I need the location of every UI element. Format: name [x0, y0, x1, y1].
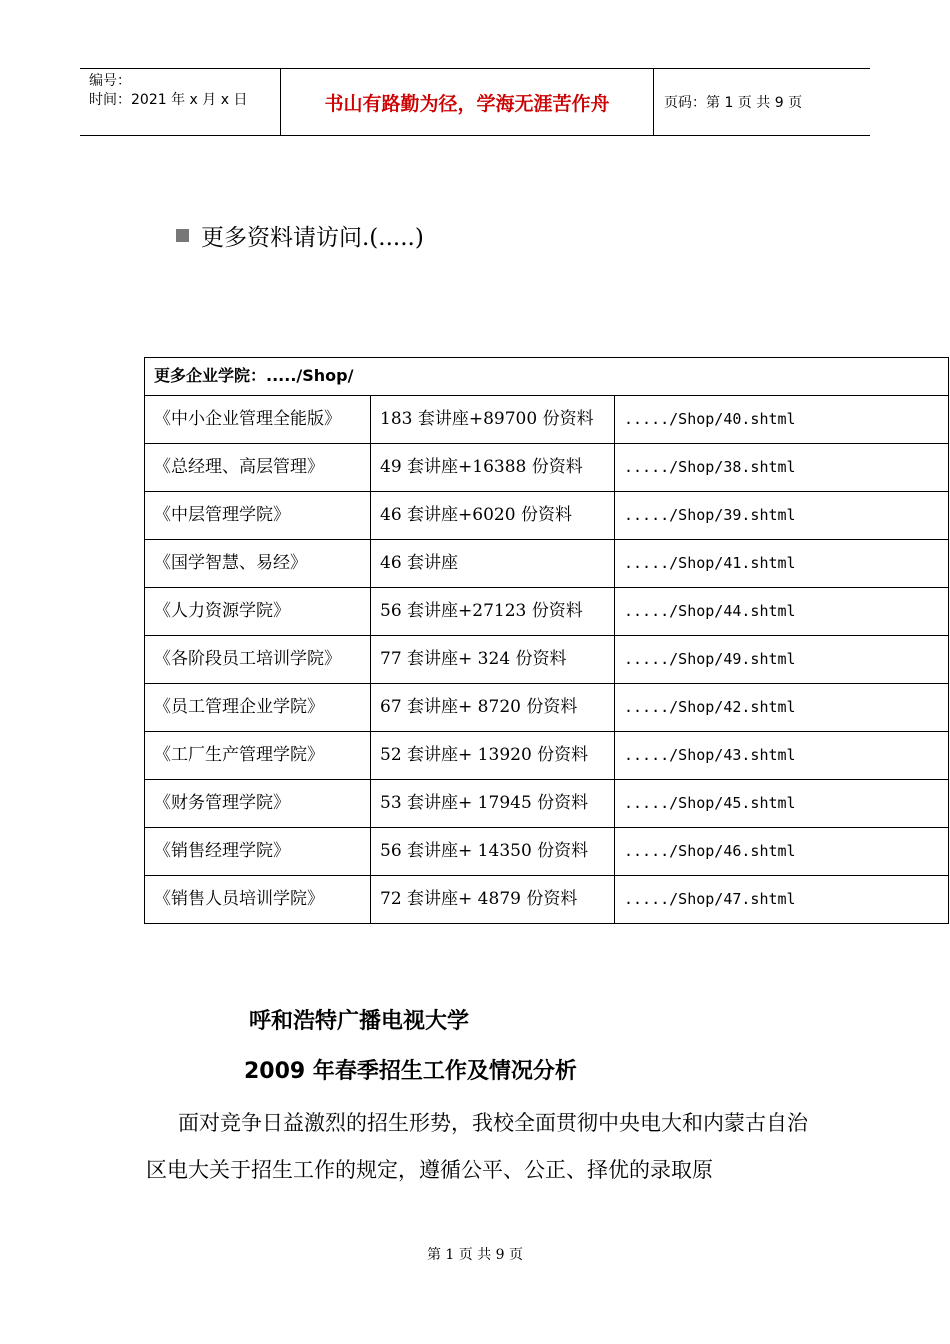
course-content-cell: 52 套讲座+ 13920 份资料: [371, 732, 615, 780]
course-url-cell[interactable]: ...../Shop/45.shtml: [615, 780, 949, 828]
header-motto: 书山有路勤为径，学海无涯苦作舟: [281, 69, 654, 135]
doc-title-line-1: 呼和浩特广播电视大学: [249, 1009, 470, 1034]
course-url-cell[interactable]: ...../Shop/42.shtml: [615, 684, 949, 732]
header-meta: [80, 69, 281, 135]
square-bullet-icon: [176, 229, 189, 242]
course-url-cell[interactable]: ...../Shop/43.shtml: [615, 732, 949, 780]
course-url-cell[interactable]: ...../Shop/41.shtml: [615, 540, 949, 588]
course-content-cell: 46 套讲座+6020 份资料: [371, 492, 615, 540]
table-row: [145, 780, 949, 828]
course-url-cell[interactable]: ...../Shop/44.shtml: [615, 588, 949, 636]
table-row: [145, 444, 949, 492]
number-label: 编号：: [89, 73, 131, 89]
course-content-cell: 56 套讲座+27123 份资料: [371, 588, 615, 636]
table-row: [145, 396, 949, 444]
header-page-info: 页码：第 1 页 共 9 页: [664, 95, 803, 111]
page-header: [80, 68, 870, 136]
table-row: [145, 684, 949, 732]
course-url-cell[interactable]: ...../Shop/49.shtml: [615, 636, 949, 684]
course-name-cell: 《销售经理学院》: [145, 828, 371, 876]
course-name-cell: 《各阶段员工培训学院》: [145, 636, 371, 684]
table-row: [145, 732, 949, 780]
course-name-cell: 《工厂生产管理学院》: [145, 732, 371, 780]
course-name-cell: 《财务管理学院》: [145, 780, 371, 828]
visit-text[interactable]: 更多资料请访问.(.....): [201, 225, 424, 251]
course-name-cell: 《员工管理企业学院》: [145, 684, 371, 732]
course-content-cell: 56 套讲座+ 14350 份资料: [371, 828, 615, 876]
table-row: [145, 588, 949, 636]
course-content-cell: 46 套讲座: [371, 540, 615, 588]
course-content-cell: 183 套讲座+89700 份资料: [371, 396, 615, 444]
course-name-cell: 《中层管理学院》: [145, 492, 371, 540]
course-url-cell[interactable]: ...../Shop/47.shtml: [615, 876, 949, 924]
course-content-cell: 77 套讲座+ 324 份资料: [371, 636, 615, 684]
course-name-cell: 《总经理、高层管理》: [145, 444, 371, 492]
course-url-cell[interactable]: ...../Shop/46.shtml: [615, 828, 949, 876]
page-footer: 第 1 页 共 9 页: [426, 1247, 524, 1263]
doc-title-line-2: 2009 年春季招生工作及情况分析: [244, 1059, 577, 1084]
table-header-cell: 更多企业学院：...../Shop/: [145, 358, 949, 396]
course-url-cell[interactable]: ...../Shop/40.shtml: [615, 396, 949, 444]
course-content-cell: 53 套讲座+ 17945 份资料: [371, 780, 615, 828]
course-name-cell: 《销售人员培训学院》: [145, 876, 371, 924]
course-url-cell[interactable]: ...../Shop/38.shtml: [615, 444, 949, 492]
course-content-cell: 49 套讲座+16388 份资料: [371, 444, 615, 492]
course-url-cell[interactable]: ...../Shop/39.shtml: [615, 492, 949, 540]
course-content-cell: 67 套讲座+ 8720 份资料: [371, 684, 615, 732]
table-row: [145, 540, 949, 588]
course-content-cell: 72 套讲座+ 4879 份资料: [371, 876, 615, 924]
visit-line: [176, 219, 424, 252]
table-header-row: [145, 358, 949, 396]
body-paragraph: 面对竞争日益激烈的招生形势，我校全面贯彻中央电大和内蒙古自治区电大关于招生工作的规定，遵循公平、公正、择优的录取原: [146, 1111, 808, 1182]
table-row: [145, 876, 949, 924]
table-row: [145, 492, 949, 540]
time-label: 时间：2021 年 x 月 x 日: [89, 92, 248, 108]
course-name-cell: 《中小企业管理全能版》: [145, 396, 371, 444]
table-row: [145, 828, 949, 876]
table-row: [145, 636, 949, 684]
course-name-cell: 《人力资源学院》: [145, 588, 371, 636]
courses-table: [144, 357, 949, 924]
course-name-cell: 《国学智慧、易经》: [145, 540, 371, 588]
